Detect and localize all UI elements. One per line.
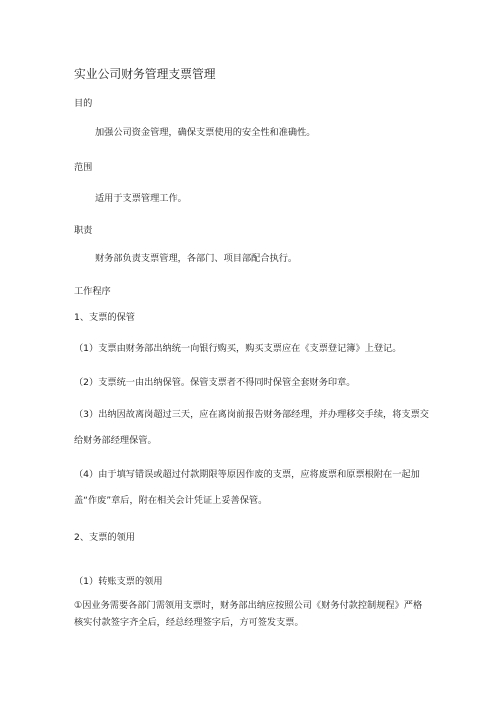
usage-subitem: ①因业务需要各部门需领用支票时，财务部出纳应按照公司《财务付款控制规程》严格核实付款签字齐全后，经总经理签字后，方可签发支票。 — [74, 600, 423, 628]
storage-item: （2）支票统一由出纳保管。保管支票者不得同时保管全套财务印章。 — [74, 377, 356, 388]
page-title: 实业公司财务管理支票管理 — [74, 67, 216, 81]
procedure-heading: 工作程序 — [74, 286, 111, 297]
usage-heading: 2、支票的领用 — [74, 532, 135, 543]
section-body-scope: 适用于支票管理工作。 — [95, 193, 187, 204]
storage-item: （3）出纳因故离岗超过三天，应在离岗前报告财务部经理，并办理移交手续，将支票交给财务部经理保管。 — [74, 409, 429, 446]
section-heading-duties: 职责 — [74, 225, 93, 236]
storage-item: （1）支票由财务部出纳统一向银行购买，购买支票应在《支票登记簿》上登记。 — [74, 343, 402, 354]
storage-item: （4）由于填写错误或超过付款期限等原因作废的支票，应将废票和原票根附在一起加盖“作废”章后，附在相关会计凭证上妥善保管。 — [74, 469, 420, 506]
usage-subheading: （1）转账支票的领用 — [74, 576, 163, 587]
section-heading-purpose: 目的 — [74, 98, 93, 109]
section-body-duties: 财务部负责支票管理，各部门、项目部配合执行。 — [95, 253, 298, 264]
storage-heading: 1、支票的保管 — [74, 312, 135, 323]
section-body-purpose: 加强公司资金管理，确保支票使用的安全性和准确性。 — [95, 127, 316, 138]
section-heading-scope: 范围 — [74, 162, 93, 173]
